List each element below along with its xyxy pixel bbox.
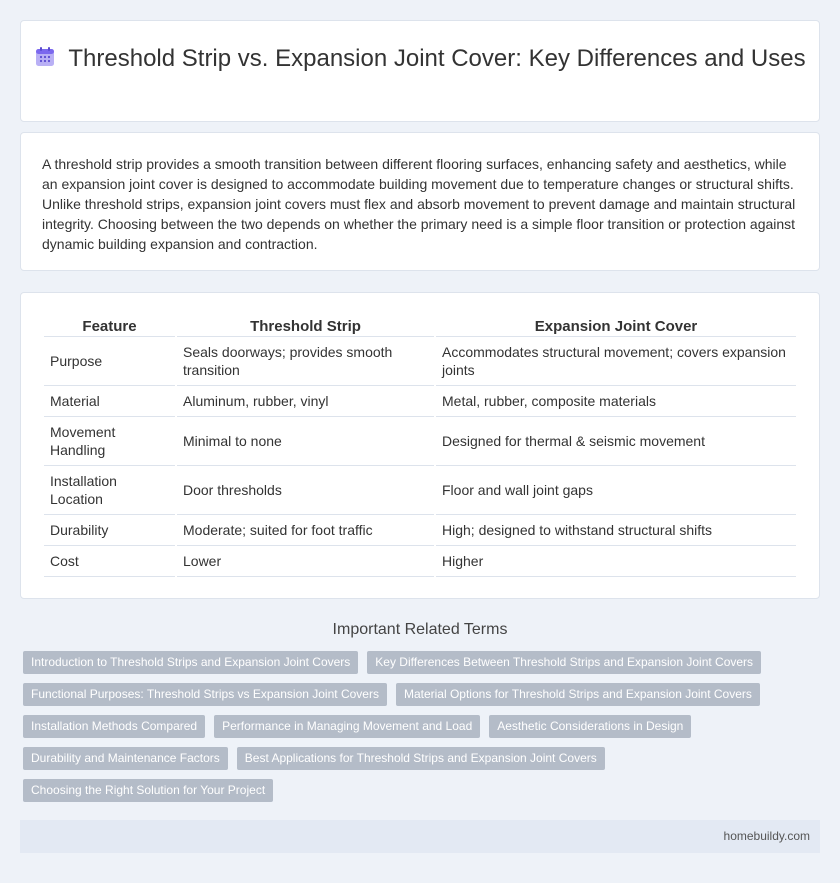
table-row bbox=[44, 386, 796, 417]
intro-paragraph: A threshold strip provides a smooth transition between different flooring surfaces, enhancing safety and aesthetics, while an expansion joint cover is designed to accommodate building movement due to temperature changes or structural shifts. Unlike threshold strips, expansion joint covers must flex and absorb movement to prevent damage and maintain structural integrity. Choosing between the two depends on whether the primary need is a simple floor transition or protection against dynamic building expansion and contraction. bbox=[42, 156, 796, 252]
footer-site-link[interactable]: homebuildy.com bbox=[723, 829, 810, 843]
table-row bbox=[44, 417, 796, 466]
header-threshold-strip: Threshold Strip bbox=[177, 313, 434, 337]
related-tag[interactable]: Material Options for Threshold Strips and Expansion Joint Covers bbox=[396, 683, 760, 706]
row-expansion-value: Floor and wall joint gaps bbox=[436, 466, 796, 515]
title-card bbox=[20, 20, 820, 122]
row-threshold-value: Minimal to none bbox=[177, 417, 434, 466]
related-tag[interactable]: Installation Methods Compared bbox=[23, 715, 205, 738]
row-expansion-value: Accommodates structural movement; covers expansion joints bbox=[436, 337, 796, 386]
related-terms-title: Important Related Terms bbox=[332, 621, 508, 638]
related-tag[interactable]: Best Applications for Threshold Strips and Expansion Joint Covers bbox=[237, 747, 605, 770]
row-threshold-value: Door thresholds bbox=[177, 466, 434, 515]
row-feature: Material bbox=[44, 386, 175, 417]
footer bbox=[20, 820, 820, 853]
table-header-row bbox=[44, 313, 796, 337]
row-feature: Installation Location bbox=[44, 466, 175, 515]
row-threshold-value: Seals doorways; provides smooth transition bbox=[177, 337, 434, 386]
table-row bbox=[44, 466, 796, 515]
table-row bbox=[44, 337, 796, 386]
page-title-wrap bbox=[21, 44, 819, 73]
row-feature: Durability bbox=[44, 515, 175, 546]
related-tag[interactable]: Introduction to Threshold Strips and Expansion Joint Covers bbox=[23, 651, 358, 674]
related-tag[interactable]: Aesthetic Considerations in Design bbox=[489, 715, 691, 738]
comparison-table-card bbox=[20, 292, 820, 599]
row-feature: Movement Handling bbox=[44, 417, 175, 466]
related-tag[interactable]: Choosing the Right Solution for Your Project bbox=[23, 779, 273, 802]
related-tag[interactable]: Key Differences Between Threshold Strips and Expansion Joint Covers bbox=[367, 651, 761, 674]
header-feature: Feature bbox=[44, 313, 175, 337]
row-threshold-value: Aluminum, rubber, vinyl bbox=[177, 386, 434, 417]
table-row bbox=[44, 546, 796, 577]
row-feature: Cost bbox=[44, 546, 175, 577]
related-tag[interactable]: Durability and Maintenance Factors bbox=[23, 747, 228, 770]
header-expansion-joint-cover: Expansion Joint Cover bbox=[436, 313, 796, 337]
row-threshold-value: Moderate; suited for foot traffic bbox=[177, 515, 434, 546]
comparison-table bbox=[42, 313, 798, 577]
row-expansion-value: High; designed to withstand structural shifts bbox=[436, 515, 796, 546]
row-feature: Purpose bbox=[44, 337, 175, 386]
row-expansion-value: Designed for thermal & seismic movement bbox=[436, 417, 796, 466]
intro-card bbox=[20, 132, 820, 271]
page-title: Threshold Strip vs. Expansion Joint Cover: Key Differences and Uses bbox=[68, 45, 806, 72]
row-threshold-value: Lower bbox=[177, 546, 434, 577]
related-terms-tags bbox=[23, 651, 803, 811]
row-expansion-value: Metal, rubber, composite materials bbox=[436, 386, 796, 417]
table-row bbox=[44, 515, 796, 546]
related-tag[interactable]: Performance in Managing Movement and Load bbox=[214, 715, 480, 738]
calendar-icon bbox=[34, 46, 56, 68]
row-expansion-value: Higher bbox=[436, 546, 796, 577]
related-tag[interactable]: Functional Purposes: Threshold Strips vs Expansion Joint Covers bbox=[23, 683, 387, 706]
